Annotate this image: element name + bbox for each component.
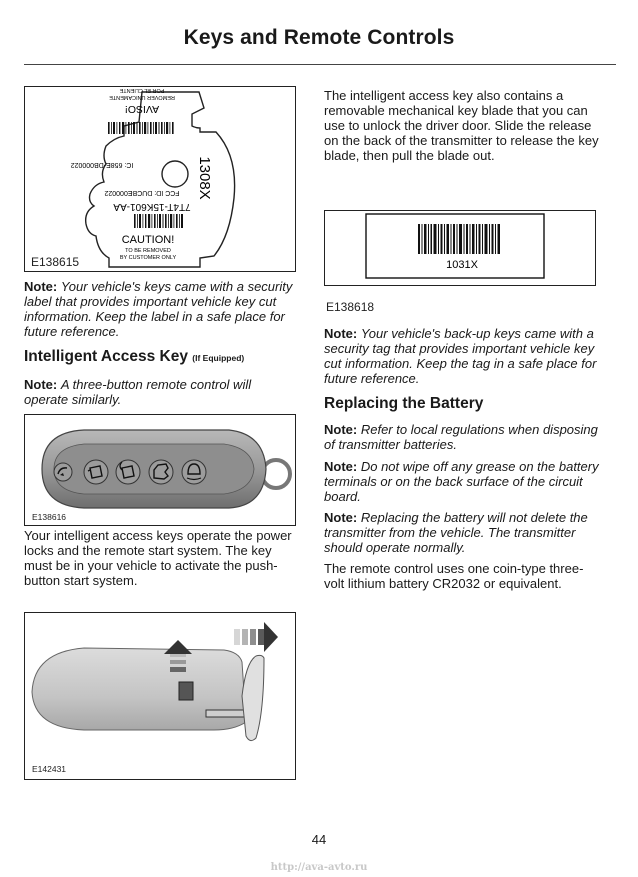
page-number: 44 <box>311 832 327 847</box>
paragraph-battery-type <box>324 561 600 591</box>
note-backup-keys <box>324 326 600 386</box>
note-body: A three-button remote control will operate similarly. <box>24 377 252 407</box>
key-blade-icon <box>206 710 244 717</box>
security-label-illustration <box>24 86 296 272</box>
footer-url[interactable]: http://ava-avto.ru <box>270 862 368 873</box>
note-transmitter <box>324 510 600 555</box>
tag-fcc-text: FCC ID: DUCBE000022 <box>104 189 180 196</box>
panic-button-icon <box>182 460 206 484</box>
right-arrow-icon <box>234 622 278 652</box>
note-lead: Note: <box>324 422 358 437</box>
section-heading-intelligent-access-key <box>24 348 304 366</box>
note-lead: Note: <box>324 459 358 474</box>
note-grease <box>324 459 600 504</box>
tag-caution-sub2: BY CUSTOMER ONLY <box>119 255 177 261</box>
backup-key-tag-illustration <box>324 210 596 286</box>
tag-caution-sub1: TO BE REMOVED <box>125 248 171 254</box>
header-rule <box>24 64 616 65</box>
key-blade-removal-illustration <box>24 612 296 780</box>
paragraph-access-keys <box>24 528 300 588</box>
trunk-button-icon <box>149 460 173 484</box>
release-latch-icon <box>179 682 193 700</box>
tag-caution-text: CAUTION! <box>121 234 175 246</box>
note-body: Your vehicle's keys came with a security label that provides important vehicle key cut information. Keep the label in a safe place for future reference. <box>24 279 293 339</box>
tag-code-text: 1308X <box>196 156 213 200</box>
note-three-button <box>24 377 296 407</box>
note-lead: Note: <box>324 510 358 525</box>
section-qualifier: (If Equipped) <box>192 353 245 363</box>
note-body: Replacing the battery will not delete the transmitter from the vehicle. The transmitter should operate normally. <box>324 510 588 555</box>
figure-label-e138615: E138615 <box>31 255 80 269</box>
note-body: Your vehicle's back-up keys came with a security tag that provides important vehicle key cut information. Keep the tag in a safe place for future reference. <box>324 326 597 386</box>
figure-label-e138616: E138616 <box>32 512 67 522</box>
key-ring-icon <box>262 460 290 488</box>
note-security-label <box>24 279 296 339</box>
tag-part-text: 7T4T-15K601-AA <box>113 201 191 212</box>
section-title: Intelligent Access Key <box>24 348 188 365</box>
unlock-button-icon <box>116 460 140 484</box>
figure-label-e142431: E142431 <box>32 764 67 774</box>
note-lead: Note: <box>324 326 358 341</box>
tag-aviso-sub1: REMOVER UNICAMENTE <box>109 94 175 100</box>
page-title: Keys and Remote Controls <box>183 26 455 49</box>
note-body: Do not wipe off any grease on the battery terminals or on the back surface of the circuit board. <box>324 459 599 504</box>
note-lead: Note: <box>24 377 58 392</box>
lock-button-icon <box>84 460 108 484</box>
tag-code-text: 1031X <box>446 259 478 271</box>
section-heading-replacing-battery <box>324 395 600 413</box>
figure-label-e138618: E138618 <box>326 300 375 314</box>
remote-start-button-icon <box>54 463 72 481</box>
intelligent-key-fob-illustration <box>24 414 296 526</box>
paragraph-text: The remote control uses one coin-type three-volt lithium battery CR2032 or equivalent. <box>324 561 584 591</box>
paragraph-text: Your intelligent access keys operate the power locks and the remote start system. The key must be in your vehicle to activate the push-button start system. <box>24 528 292 588</box>
note-body: Refer to local regulations when disposing of transmitter batteries. <box>324 422 598 452</box>
tag-ic-text: IC: 658E-DB000022 <box>70 161 134 168</box>
paragraph-text: The intelligent access key also contains a removable mechanical key blade that you can use to unlock the driver door. Slide the release on the back of the transmitter to release the key blade, then pull the blade out. <box>324 88 599 163</box>
paragraph-key-blade <box>324 88 600 163</box>
tag-aviso-text: AVISO! <box>124 103 160 115</box>
section-title: Replacing the Battery <box>324 395 484 412</box>
tag-aviso-sub2: POR EL CLIENTE <box>119 87 165 93</box>
note-disposal <box>324 422 600 452</box>
blade-cap-icon <box>242 655 264 740</box>
note-lead: Note: <box>24 279 58 294</box>
